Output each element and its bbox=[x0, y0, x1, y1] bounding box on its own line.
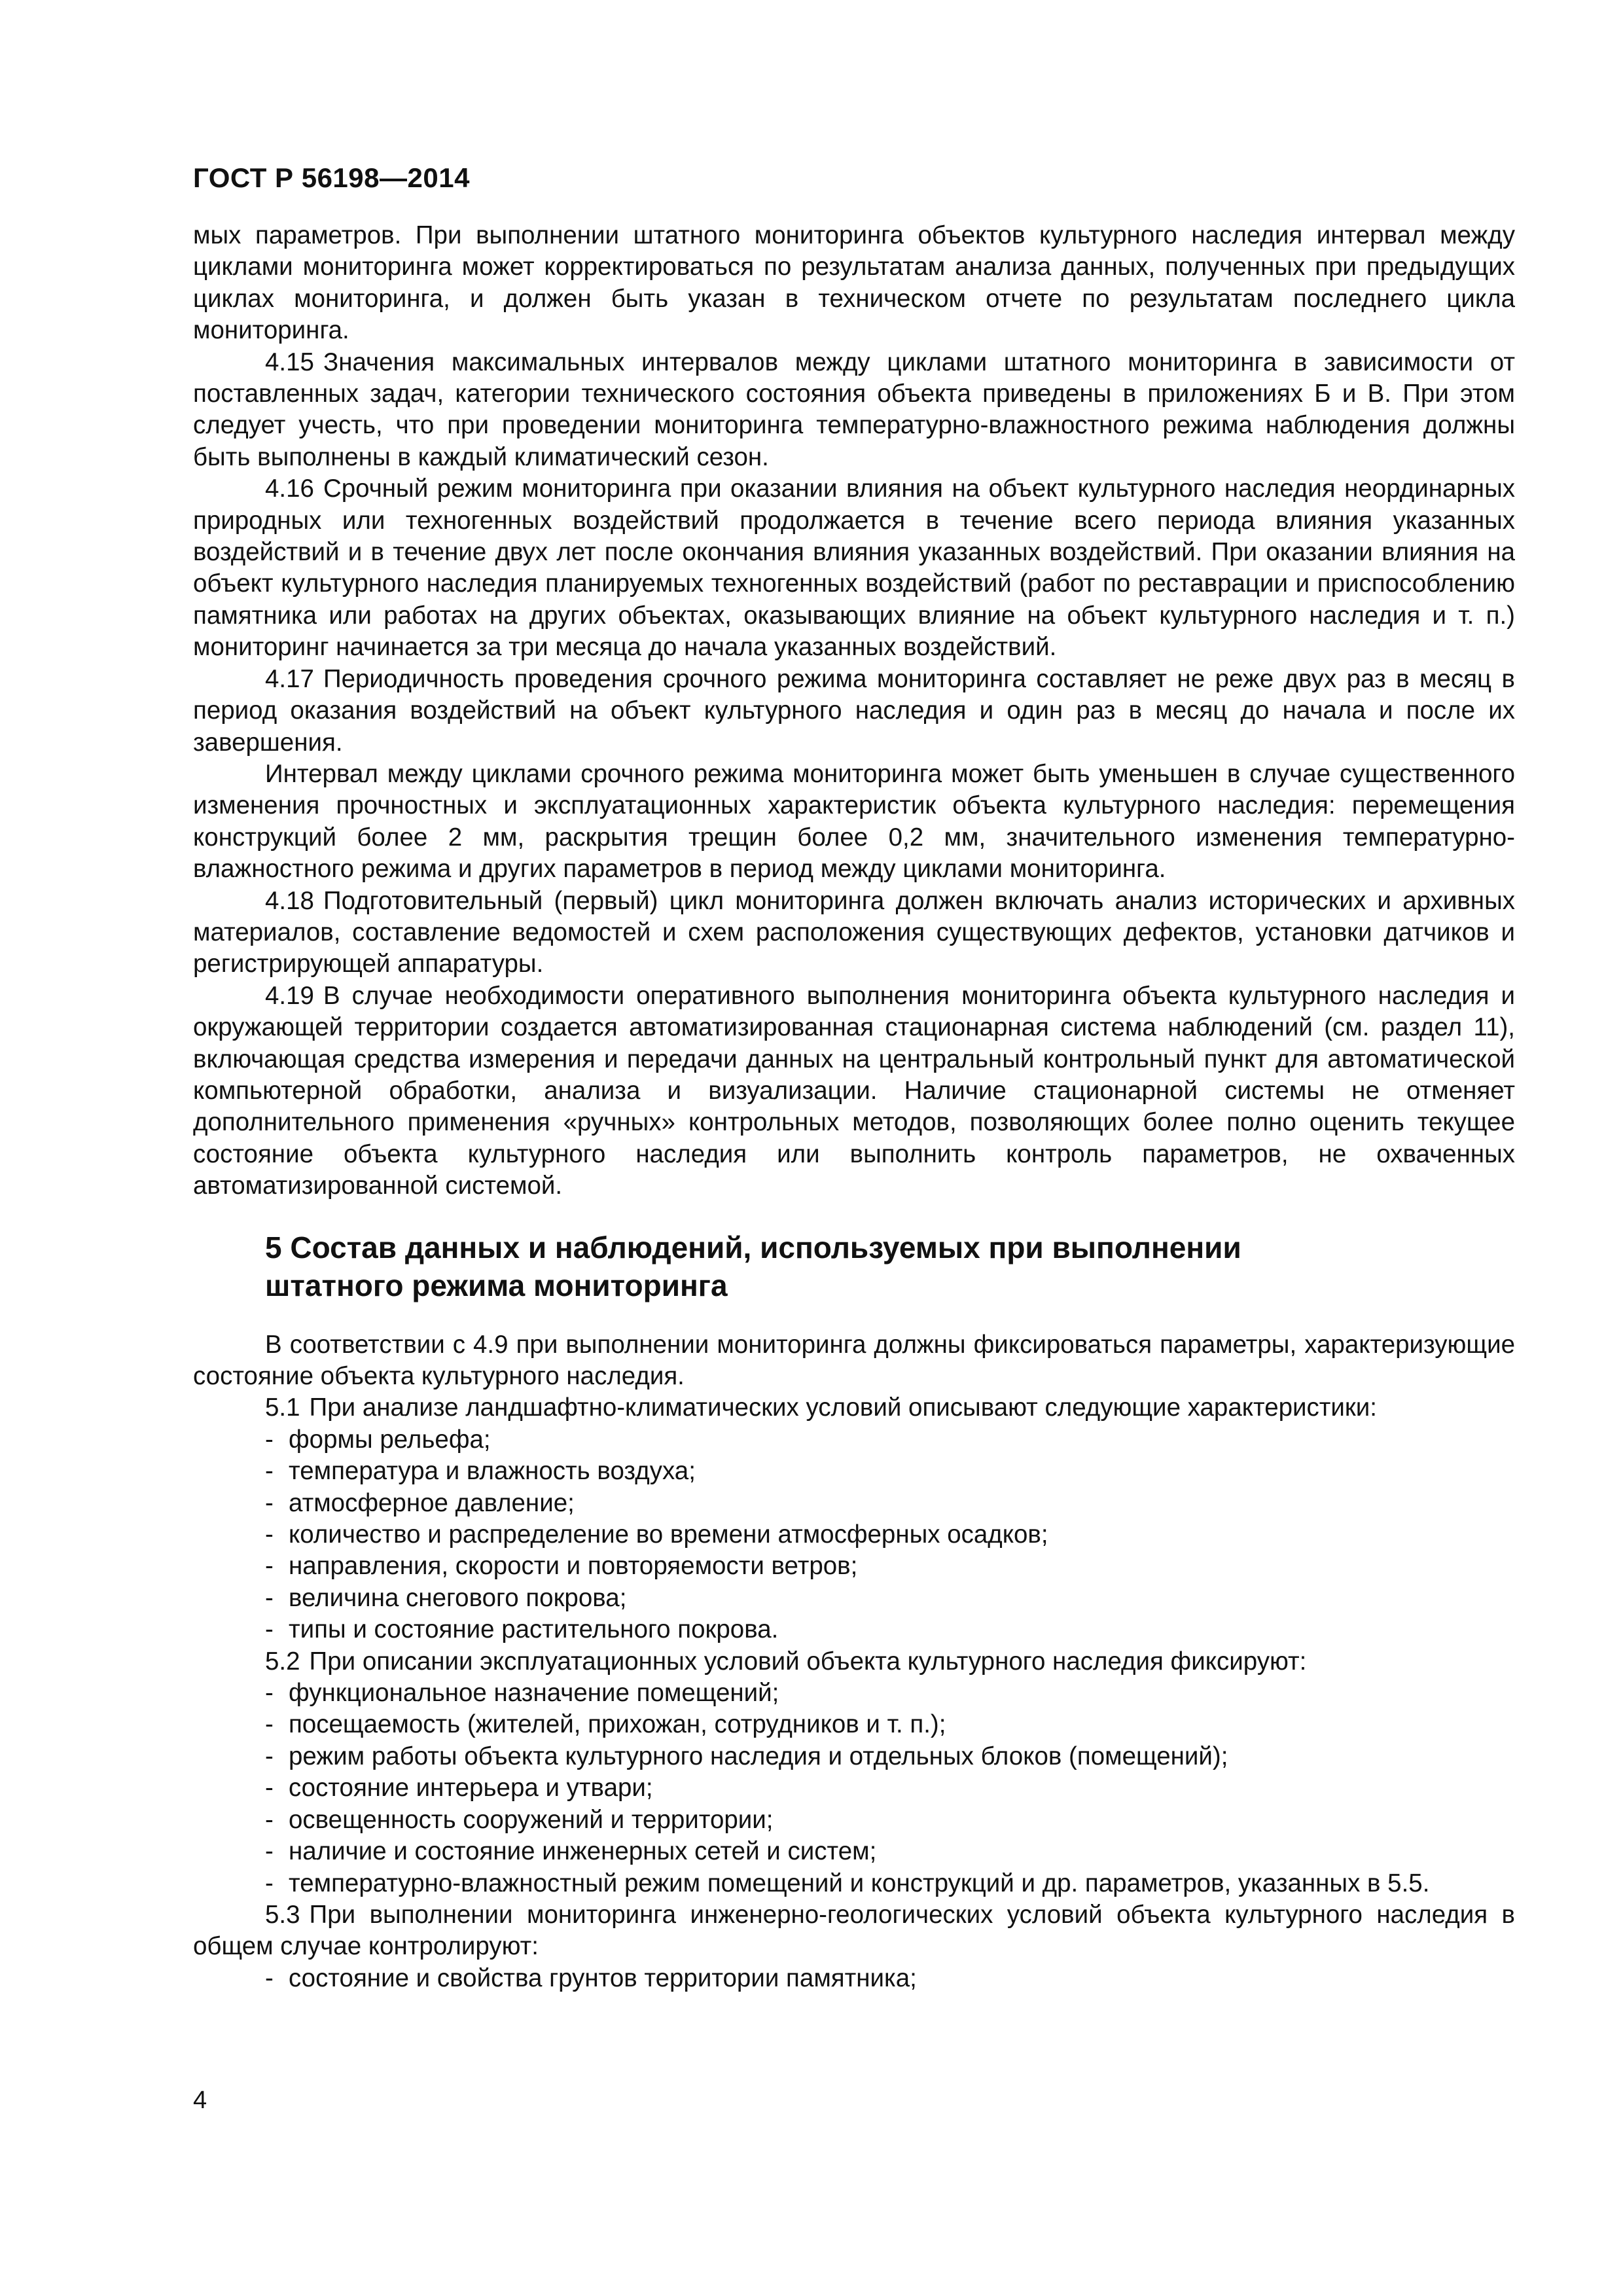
page-number: 4 bbox=[193, 2087, 207, 2114]
dash-bullet: - bbox=[265, 1552, 274, 1581]
list-item bbox=[265, 1741, 1515, 1772]
dash-bullet: - bbox=[265, 1964, 274, 1992]
clause-text: Периодичность проведения срочного режима мониторинга составляет не реже двух раз в месяц в период оказания воздействий на объект культурного наследия и один раз в месяц до начала и после их завершения. bbox=[193, 664, 1515, 757]
list-item bbox=[265, 1836, 1515, 1867]
clause-text: Интервал между циклами срочного режима мониторинга может быть уменьшен в случае существенного изменения прочностных и эксплуатационных характеристик объекта культурного наследия: перемещения конструкций более 2 мм, раскрытия трещин более 0,2 мм, значительного изменения температурно-влажностного режима и других параметров в период между циклами мониторинга. bbox=[193, 759, 1515, 884]
clause-number: 4.17 bbox=[265, 664, 314, 693]
dash-bullet: - bbox=[265, 1742, 274, 1770]
list-item bbox=[265, 1424, 1515, 1456]
list-5-3 bbox=[193, 1963, 1515, 1994]
clause-number: 5.3 bbox=[265, 1900, 300, 1929]
clause-number: 4.15 bbox=[265, 348, 314, 376]
clause-number: 5.2 bbox=[265, 1647, 300, 1676]
clause-number: 5.1 bbox=[265, 1393, 300, 1422]
list-item-text: формы рельефа; bbox=[289, 1425, 491, 1454]
list-item-text: состояние интерьера и утвари; bbox=[289, 1774, 653, 1803]
list-item-text: атмосферное давление; bbox=[289, 1488, 575, 1517]
section-5-intro bbox=[193, 1329, 1515, 1393]
clause-4-17-interval bbox=[193, 759, 1515, 886]
dash-bullet: - bbox=[265, 1425, 274, 1454]
dash-bullet: - bbox=[265, 1520, 274, 1549]
paragraph-text: мых параметров. При выполнении штатного мониторинга объектов культурного наследия интервал между циклами мониторинга может корректироваться по результатам анализа данных, полученных при предыдущих циклах мониторинга, и должен быть указан в техническом отчете по результатам последнего цикла мониторинга. bbox=[193, 221, 1515, 345]
list-item bbox=[265, 1772, 1515, 1804]
list-item bbox=[265, 1456, 1515, 1487]
list-item-text: наличие и состояние инженерных сетей и систем; bbox=[289, 1837, 877, 1866]
list-item-text: посещаемость (жителей, прихожан, сотрудников и т. п.); bbox=[289, 1710, 946, 1739]
clause-number: 4.19 bbox=[265, 981, 314, 1010]
dash-bullet: - bbox=[265, 1710, 274, 1739]
dash-bullet: - bbox=[265, 1457, 274, 1486]
list-item-text: режим работы объекта культурного наследия и отдельных блоков (помещений); bbox=[289, 1742, 1228, 1770]
list-item bbox=[265, 1709, 1515, 1740]
dash-bullet: - bbox=[265, 1583, 274, 1612]
dash-bullet: - bbox=[265, 1869, 274, 1897]
clause-text: Подготовительный (первый) цикл мониторинга должен включать анализ исторических и архивных материалов, составление ведомостей и схем расположения существующих дефектов, установки датчиков и регистрирующей аппаратуры. bbox=[193, 886, 1515, 978]
clause-4-16 bbox=[193, 473, 1515, 663]
list-item-text: освещенность сооружений и территории; bbox=[289, 1805, 774, 1834]
clause-5-3 bbox=[193, 1899, 1515, 1963]
list-item-text: температурно-влажностный режим помещений и конструкций и др. параметров, указанных в 5.5. bbox=[289, 1869, 1430, 1897]
dash-bullet: - bbox=[265, 1774, 274, 1803]
clause-4-19 bbox=[193, 980, 1515, 1202]
clause-5-2 bbox=[193, 1646, 1515, 1677]
list-item-text: типы и состояние растительного покрова. bbox=[289, 1615, 779, 1644]
section-heading-line-2: штатного режима мониторинга bbox=[265, 1268, 728, 1302]
list-item-text: состояние и свойства грунтов территории памятника; bbox=[289, 1964, 917, 1992]
clause-4-17 bbox=[193, 664, 1515, 759]
paragraph-continuation bbox=[193, 220, 1515, 347]
list-item-text: направления, скорости и повторяемости ветров; bbox=[289, 1552, 858, 1581]
list-5-2 bbox=[193, 1677, 1515, 1899]
list-item bbox=[265, 1963, 1515, 1994]
list-item bbox=[265, 1614, 1515, 1645]
dash-bullet: - bbox=[265, 1615, 274, 1644]
dash-bullet: - bbox=[265, 1837, 274, 1866]
clause-5-1 bbox=[193, 1392, 1515, 1424]
list-5-1 bbox=[193, 1424, 1515, 1646]
clause-text: При описании эксплуатационных условий объекта культурного наследия фиксируют: bbox=[309, 1647, 1307, 1676]
list-item bbox=[265, 1488, 1515, 1519]
list-item bbox=[265, 1583, 1515, 1614]
clause-number: 4.18 bbox=[265, 886, 314, 915]
list-item-text: количество и распределение во времени атмосферных осадков; bbox=[289, 1520, 1048, 1549]
section-5-heading bbox=[265, 1229, 1515, 1304]
clause-text: В случае необходимости оперативного выполнения мониторинга объекта культурного наследия и окружающей территории создается автоматизированная стационарная система наблюдений (см. раздел 11), включающая средства измерения и передачи данных на центральный контрольный пункт для автоматической компьютерной обработки, анализа и визуализации. Наличие стационарной системы не отменяет дополнительного применения «ручных» контрольных методов, позволяющих более полно оценить текущее состояние объекта культурного наследия или выполнить контроль параметров, не охваченных автоматизированной системой. bbox=[193, 981, 1515, 1200]
document-body bbox=[193, 220, 1515, 1994]
clause-text: Значения максимальных интервалов между циклами штатного мониторинга в зависимости от поставленных задач, категории технического состояния объекта приведены в приложениях Б и В. При этом следует учесть, что при проведении мониторинга температурно-влажностного режима наблюдения должны быть выполнены в каждый климатический сезон. bbox=[193, 348, 1515, 471]
dash-bullet: - bbox=[265, 1679, 274, 1708]
list-item-text: функциональное назначение помещений; bbox=[289, 1679, 779, 1708]
clause-4-15 bbox=[193, 347, 1515, 474]
clause-text: При выполнении мониторинга инженерно-геологических условий объекта культурного наследия в общем случае контролируют: bbox=[193, 1900, 1515, 1961]
clause-text: Срочный режим мониторинга при оказании влияния на объект культурного наследия неординарных природных или техногенных воздействий продолжается в течение всего периода влияния указанных воздействий и в течение двух лет после окончания влияния указанных воздействий. При оказании влияния на объект культурного наследия планируемых техногенных воздействий (работ по реставрации и приспособлению памятника или работах на других объектах, оказывающих влияние на объект культурного наследия и т. п.) мониторинг начинается за три месяца до начала указанных воздействий. bbox=[193, 475, 1515, 662]
dash-bullet: - bbox=[265, 1805, 274, 1834]
document-header: ГОСТ Р 56198—2014 bbox=[193, 162, 470, 193]
section-heading-line-1: 5 Состав данных и наблюдений, используемых при выполнении bbox=[265, 1230, 1241, 1265]
clause-4-18 bbox=[193, 886, 1515, 980]
intro-text: В соответствии с 4.9 при выполнении мониторинга должны фиксироваться параметры, характеризующие состояние объекта культурного наследия. bbox=[193, 1330, 1515, 1390]
list-item-text: температура и влажность воздуха; bbox=[289, 1457, 696, 1486]
list-item bbox=[265, 1804, 1515, 1836]
list-item-text: величина снегового покрова; bbox=[289, 1583, 627, 1612]
list-item bbox=[265, 1519, 1515, 1551]
list-item bbox=[265, 1868, 1515, 1899]
list-item bbox=[265, 1677, 1515, 1709]
clause-number: 4.16 bbox=[265, 475, 314, 503]
clause-text: При анализе ландшафтно-климатических условий описывают следующие характеристики: bbox=[309, 1393, 1377, 1422]
dash-bullet: - bbox=[265, 1488, 274, 1517]
list-item bbox=[265, 1551, 1515, 1582]
